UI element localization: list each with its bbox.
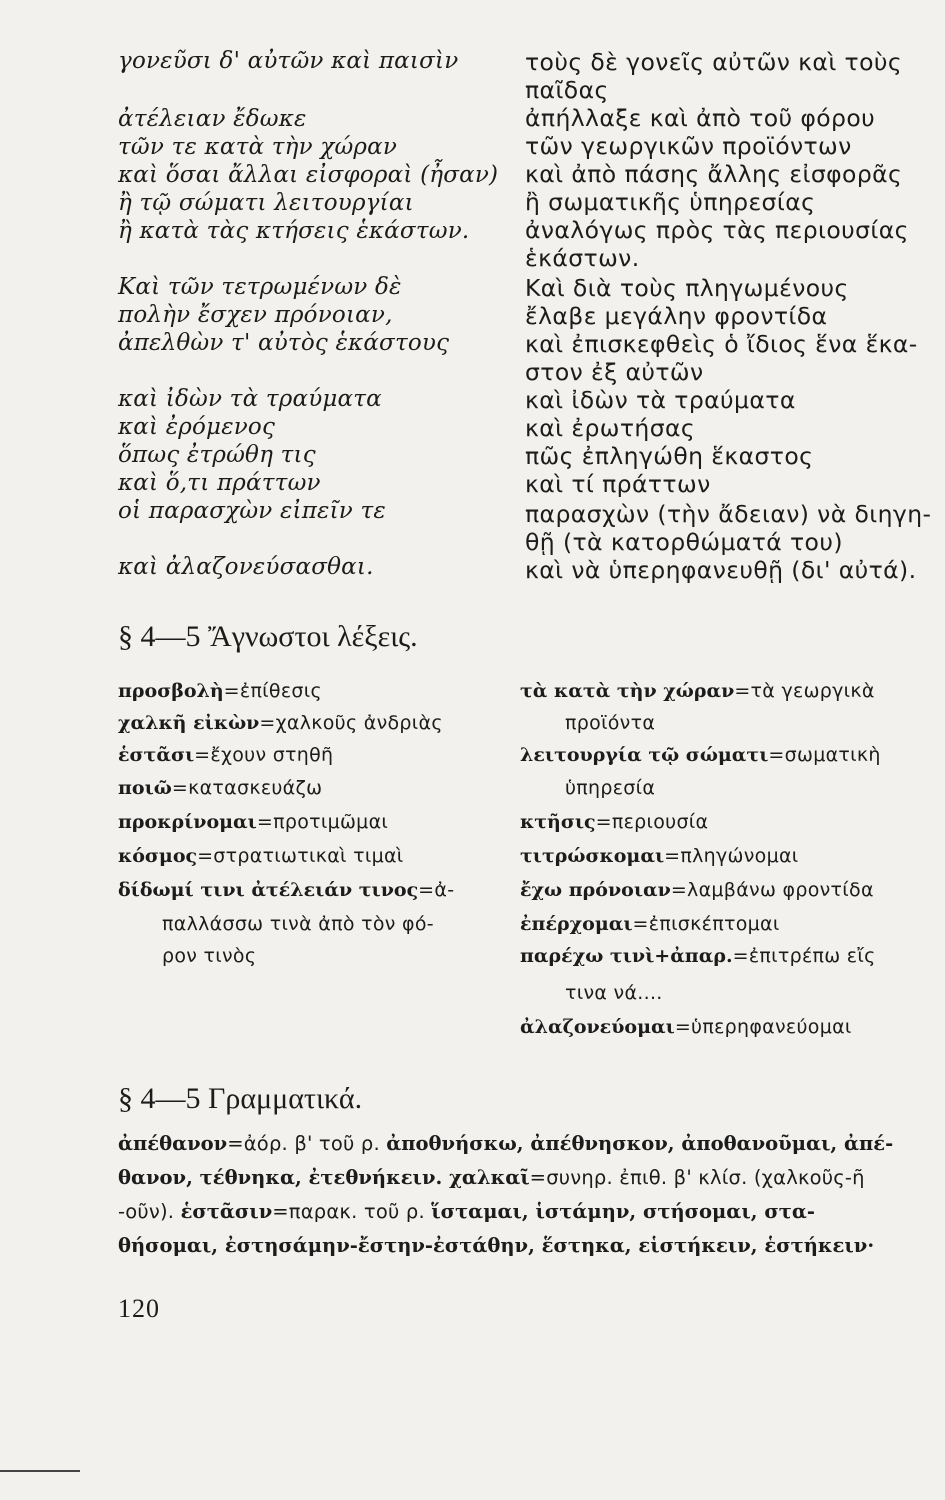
vocab-entry bbox=[520, 945, 876, 967]
vocab-definition: =ὑπερηφανεύομαι bbox=[674, 1016, 852, 1038]
vocab-term: ἐπέρχομαι bbox=[520, 913, 633, 935]
vocab-term: ποιῶ bbox=[118, 777, 172, 799]
ancient-line: τῶν τε κατὰ τὴν χώραν bbox=[118, 134, 398, 160]
vocab-definition: =λαμβάνω φροντίδα bbox=[670, 879, 874, 901]
ancient-line: Καὶ τῶν τετρωμένων δὲ bbox=[118, 274, 402, 300]
vocab-term: ἑστᾶσι bbox=[118, 744, 195, 766]
vocab-entry bbox=[118, 845, 404, 867]
vocab-definition: =ἔχουν στηθῆ bbox=[194, 744, 334, 766]
ancient-line: καὶ ἰδὼν τὰ τραύματα bbox=[118, 386, 382, 412]
vocab-entry bbox=[118, 879, 454, 901]
vocab-term: τιτρώσκομαι bbox=[520, 845, 665, 867]
grammar-text: =συνηρ. ἐπιθ. β' κλίσ. (χαλκοῦς-ῆ bbox=[529, 1166, 865, 1189]
vocab-definition: τινα νά.... bbox=[565, 982, 663, 1004]
translation-line: ἑκάστων. bbox=[525, 244, 640, 272]
vocab-entry bbox=[118, 777, 322, 799]
ancient-line: καὶ ὅ,τι πράττων bbox=[118, 470, 321, 496]
translation-line: θῇ (τὰ κατορθώματά του) bbox=[525, 528, 843, 556]
vocab-definition: =προτιμῶμαι bbox=[256, 811, 389, 833]
grammar-text: =παρακ. τοῦ ρ. bbox=[272, 1200, 432, 1223]
vocab-definition: =σωματικὴ bbox=[768, 744, 881, 766]
vocab-term: προκρίνομαι bbox=[118, 811, 257, 833]
vocab-term: λειτουργία τῷ σώματι bbox=[520, 744, 769, 766]
vocab-entry bbox=[118, 680, 322, 702]
ancient-line: πολὴν ἔσχεν πρόνοιαν, bbox=[118, 302, 393, 328]
bottom-rule bbox=[0, 1470, 80, 1472]
vocab-definition: παλλάσσω τινὰ ἀπὸ τὸν φό- bbox=[162, 913, 434, 935]
vocab-entry bbox=[118, 744, 333, 766]
vocab-entry bbox=[520, 811, 708, 833]
vocab-entry-continuation bbox=[162, 945, 256, 967]
translation-line: καὶ ἐρωτήσας bbox=[525, 414, 696, 442]
grammar-bold: ἀπέθανον bbox=[118, 1132, 228, 1155]
grammar-bold: ἑστᾶσιν bbox=[180, 1200, 273, 1223]
ancient-line: ὅπως ἐτρώθη τις bbox=[118, 442, 316, 468]
vocab-definition: =ἐπισκέπτομαι bbox=[632, 913, 780, 935]
vocab-entry-continuation bbox=[565, 777, 655, 799]
vocab-entry bbox=[520, 913, 780, 935]
vocab-entry bbox=[520, 1016, 852, 1038]
translation-line: καὶ ἀπὸ πάσης ἄλλης εἰσφορᾶς bbox=[525, 160, 903, 188]
ancient-line: ἢ τῷ σώματι λειτουργίαι bbox=[118, 190, 414, 216]
vocab-entry bbox=[520, 879, 874, 901]
grammar-heading: § 4—5 Γραμματικά. bbox=[118, 1082, 363, 1115]
vocab-definition: =περιουσία bbox=[595, 811, 709, 833]
translation-line: παρασχὼν (τὴν ἄδειαν) νὰ διηγη- bbox=[525, 500, 932, 528]
vocab-term: ἀλαζονεύομαι bbox=[520, 1016, 675, 1038]
translation-line: Καὶ διὰ τοὺς πληγωμένους bbox=[525, 274, 849, 302]
vocab-entry bbox=[520, 845, 799, 867]
vocab-definition: =στρατιωτικαὶ τιμαὶ bbox=[197, 845, 404, 867]
translation-line: καὶ νὰ ὑπερηφανευθῇ (δι' αὐτά). bbox=[525, 556, 917, 584]
grammar-text: -οῦν). bbox=[118, 1200, 181, 1223]
grammar-bold: θανον, τέθνηκα, ἐτεθνήκειν. χαλκαῖ bbox=[118, 1166, 530, 1189]
grammar-line bbox=[118, 1132, 893, 1155]
vocabulary-heading: § 4—5 Ἄγνωστοι λέξεις. bbox=[118, 620, 418, 653]
vocab-term: κτῆσις bbox=[520, 811, 596, 833]
vocab-entry-continuation bbox=[162, 913, 434, 935]
vocab-definition: =τὰ γεωργικὰ bbox=[734, 680, 875, 702]
vocab-definition: =ἐπίθεσις bbox=[223, 680, 322, 702]
vocab-entry bbox=[520, 680, 875, 702]
vocab-term: χαλκῆ εἰκὼν bbox=[118, 712, 260, 734]
grammar-bold: ἵσταμαι, ἱστάμην, στήσομαι, στα- bbox=[431, 1200, 815, 1223]
vocab-definition: ρον τινὸς bbox=[162, 945, 257, 967]
translation-line: ἀναλόγως πρὸς τὰς περιουσίας bbox=[525, 216, 909, 244]
vocab-entry bbox=[520, 744, 881, 766]
translation-line: πῶς ἐπληγώθη ἕκαστος bbox=[525, 442, 814, 470]
translation-line: ἀπήλλαξε καὶ ἀπὸ τοῦ φόρου bbox=[525, 104, 876, 132]
ancient-line: καὶ ὅσαι ἄλλαι εἰσφοραὶ (ἦσαν) bbox=[118, 162, 499, 188]
translation-line: παῖδας bbox=[525, 76, 609, 104]
translation-line: στον ἐξ αὐτῶν bbox=[525, 358, 704, 386]
grammar-line bbox=[118, 1234, 874, 1257]
vocab-definition: =χαλκοῦς ἀνδριὰς bbox=[259, 712, 443, 734]
vocab-definition: =κατασκευάζω bbox=[171, 777, 323, 799]
translation-line: καὶ ἐπισκεφθεὶς ὁ ἴδιος ἕνα ἕκα- bbox=[525, 330, 918, 358]
ancient-line: καὶ ἐρόμενος bbox=[118, 414, 276, 440]
grammar-text: =ἀόρ. β' τοῦ ρ. bbox=[227, 1132, 387, 1155]
grammar-bold: ἀποθνήσκω, ἀπέθνησκον, ἀποθανοῦμαι, ἀπέ- bbox=[386, 1132, 894, 1155]
vocab-term: δίδωμί τινι ἀτέλειάν τινος bbox=[118, 879, 419, 901]
vocab-entry bbox=[118, 811, 388, 833]
translation-line: ἔλαβε μεγάλην φροντίδα bbox=[525, 302, 828, 330]
vocab-term: τὰ κατὰ τὴν χώραν bbox=[520, 680, 735, 702]
ancient-line: οἱ παρασχὼν εἰπεῖν τε bbox=[118, 498, 386, 524]
grammar-line bbox=[118, 1200, 815, 1223]
vocab-definition: =πληγώνομαι bbox=[664, 845, 799, 867]
vocab-definition: ὑπηρεσία bbox=[565, 777, 656, 799]
translation-line: καὶ ἰδὼν τὰ τραύματα bbox=[525, 386, 796, 414]
vocab-term: κόσμος bbox=[118, 845, 198, 867]
ancient-line: γονεῦσι δ' αὐτῶν καὶ παισὶν bbox=[118, 48, 459, 74]
ancient-line: ἀπελθὼν τ' αὐτὸς ἑκάστους bbox=[118, 330, 450, 356]
vocab-term: παρέχω τινὶ+ἀπαρ. bbox=[520, 945, 733, 967]
vocab-definition: =ἐπιτρέπω εἴς bbox=[732, 945, 876, 967]
vocab-definition: προϊόντα bbox=[565, 712, 656, 734]
vocab-term: ἔχω πρόνοιαν bbox=[520, 879, 671, 901]
translation-line: τῶν γεωργικῶν προϊόντων bbox=[525, 132, 852, 160]
ancient-line: ἀτέλειαν ἔδωκε bbox=[118, 106, 307, 132]
vocab-definition: =ἀ- bbox=[418, 879, 455, 901]
translation-line: καὶ τί πράττων bbox=[525, 470, 711, 498]
ancient-line: καὶ ἀλαζονεύσασθαι. bbox=[118, 554, 374, 580]
grammar-line bbox=[118, 1166, 865, 1189]
ancient-line: ἢ κατὰ τὰς κτήσεις ἑκάστων. bbox=[118, 218, 470, 244]
translation-line: τοὺς δὲ γονεῖς αὐτῶν καὶ τοὺς bbox=[525, 48, 903, 76]
translation-line: ἢ σωματικῆς ὑπηρεσίας bbox=[525, 188, 816, 216]
vocab-entry bbox=[118, 712, 443, 734]
vocab-term: προσβολὴ bbox=[118, 680, 224, 702]
page-number: 120 bbox=[118, 1294, 160, 1323]
vocab-entry-continuation bbox=[565, 712, 655, 734]
grammar-bold: θήσομαι, ἐστησάμην-ἔστην-ἐστάθην, ἕστηκα, εἱστήκειν, ἑστήκειν· bbox=[118, 1234, 875, 1257]
vocab-entry-continuation bbox=[565, 982, 663, 1004]
